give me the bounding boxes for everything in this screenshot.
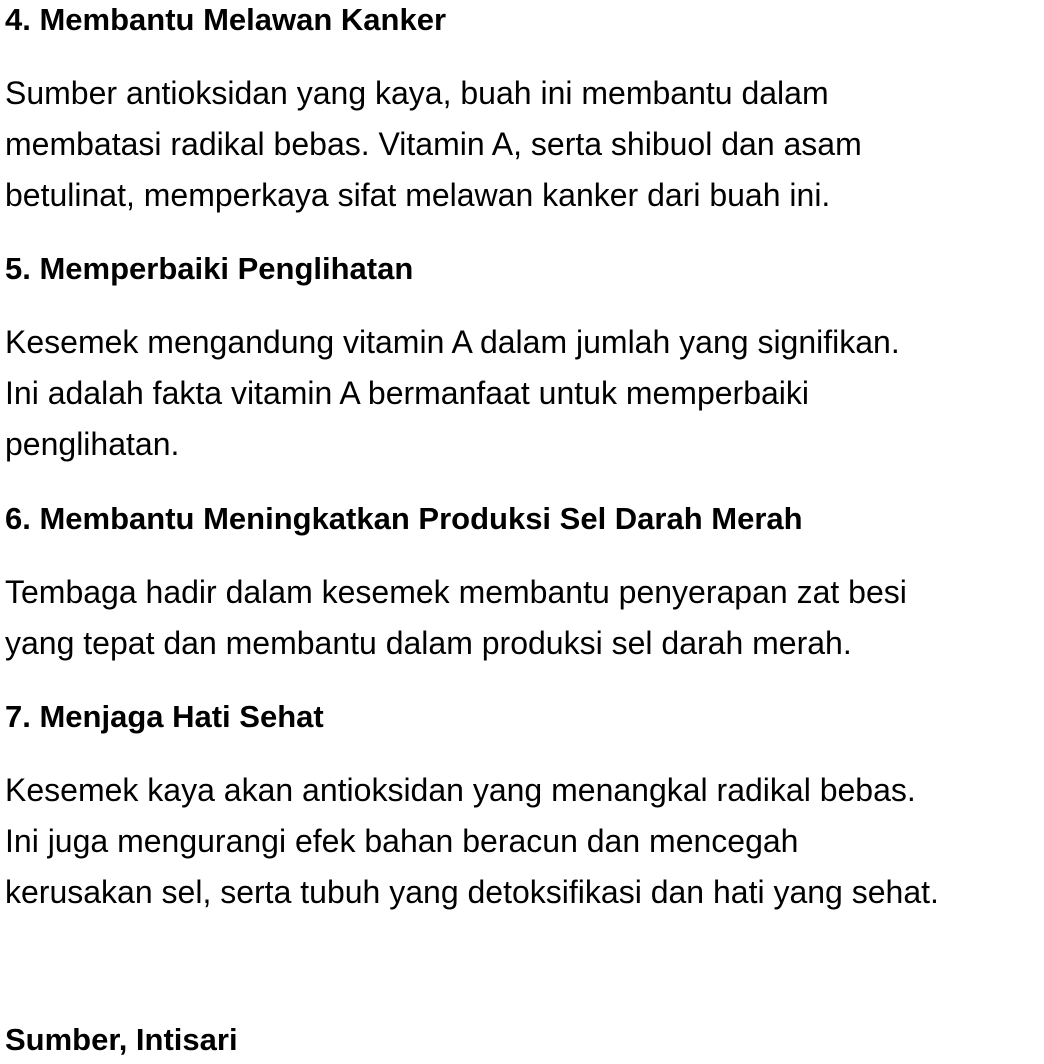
paragraph-line: Sumber antioksidan yang kaya, buah ini membantu dalam: [5, 75, 829, 111]
section-paragraph-4: [5, 68, 862, 221]
section-heading-5: 5. Memperbaiki Penglihatan: [5, 251, 414, 286]
paragraph-line: penglihatan.: [5, 426, 180, 462]
section-paragraph-7: [5, 765, 939, 918]
paragraph-line: betulinat, memperkaya sifat melawan kanker dari buah ini.: [5, 177, 831, 213]
section-heading-7: 7. Menjaga Hati Sehat: [5, 699, 324, 734]
source-credit: Sumber, Intisari: [5, 1022, 238, 1057]
paragraph-line: Ini adalah fakta vitamin A bermanfaat untuk memperbaiki: [5, 375, 809, 411]
paragraph-line: membatasi radikal bebas. Vitamin A, serta shibuol dan asam: [5, 126, 862, 162]
paragraph-line: Kesemek mengandung vitamin A dalam jumlah yang signifikan.: [5, 324, 900, 360]
paragraph-line: Tembaga hadir dalam kesemek membantu penyerapan zat besi: [5, 574, 907, 610]
paragraph-line: yang tepat dan membantu dalam produksi sel darah merah.: [5, 625, 852, 661]
paragraph-line: Kesemek kaya akan antioksidan yang menangkal radikal bebas.: [5, 772, 916, 808]
paragraph-line: Ini juga mengurangi efek bahan beracun dan mencegah: [5, 823, 799, 859]
section-heading-4: 4. Membantu Melawan Kanker: [5, 2, 447, 37]
paragraph-line: kerusakan sel, serta tubuh yang detoksifikasi dan hati yang sehat.: [5, 874, 939, 910]
section-paragraph-5: [5, 317, 900, 470]
section-paragraph-6: [5, 567, 907, 669]
section-heading-6: 6. Membantu Meningkatkan Produksi Sel Darah Merah: [5, 501, 803, 536]
